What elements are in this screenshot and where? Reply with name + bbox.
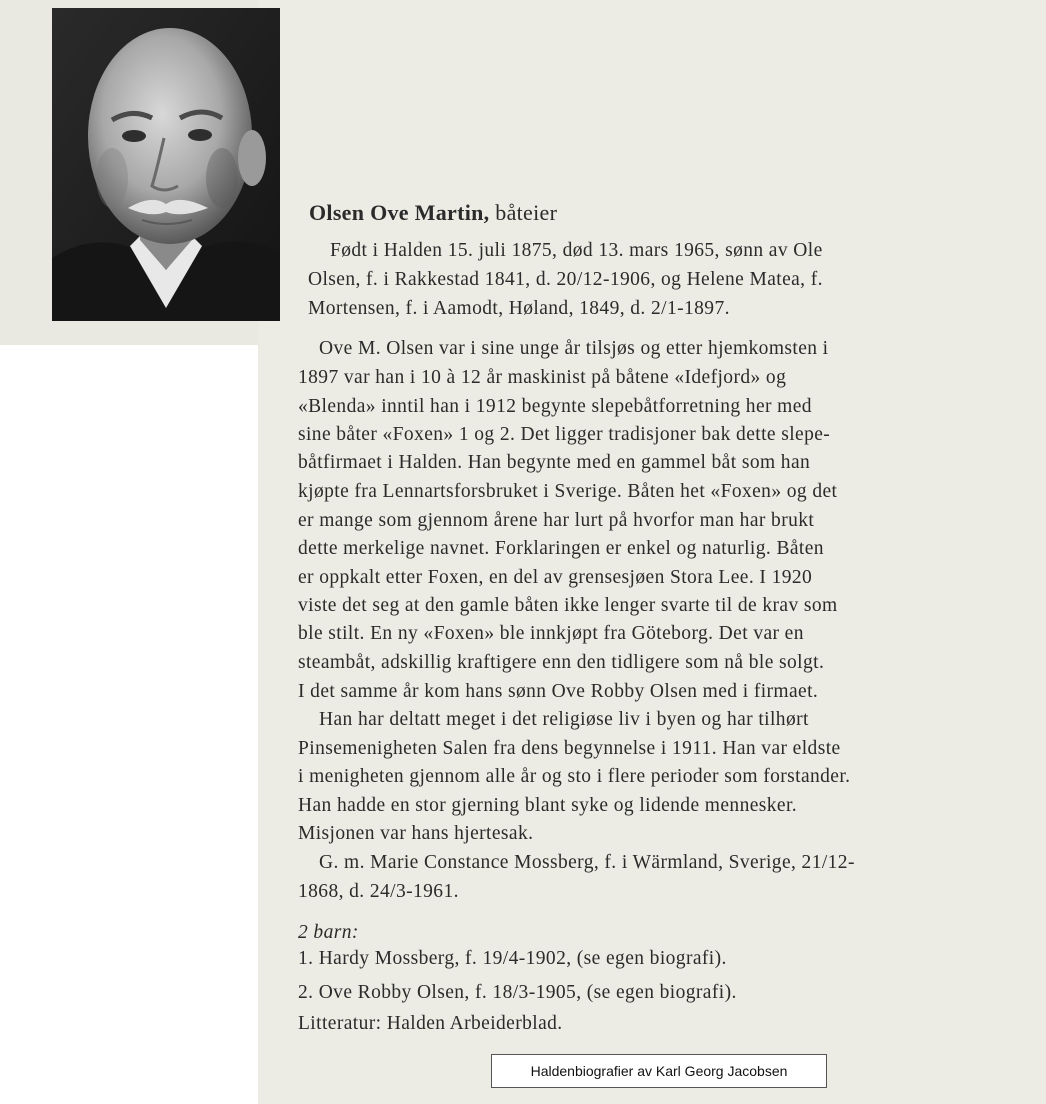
career-line-5: båtfirmaet i Halden. Han begynte med en gammel båt som han xyxy=(298,452,811,473)
religion-line-5: Misjonen var hans hjertesak. xyxy=(298,823,534,844)
career-line-8: dette merkelige navnet. Forklaringen er enkel og naturlig. Båten xyxy=(298,538,824,559)
marriage-line-2: 1868, d. 24/3-1961. xyxy=(298,881,459,902)
entry-heading xyxy=(309,200,557,226)
birth-line-2: Olsen, f. i Rakkestad 1841, d. 20/12-1906, og Helene Matea, f. xyxy=(308,269,823,290)
child-item-2: 2. Ove Robby Olsen, f. 18/3-1905, (se egen biografi). xyxy=(298,982,737,1003)
literature-note: Litteratur: Halden Arbeiderblad. xyxy=(298,1013,563,1034)
career-line-6: kjøpte fra Lennartsforsbruket i Sverige. Båten het «Foxen» og det xyxy=(298,481,838,502)
career-line-11: ble stilt. En ny «Foxen» ble innkjøpt fra Göteborg. Det var en xyxy=(298,623,804,644)
portrait-photo xyxy=(52,8,280,321)
career-line-12: steambåt, adskillig kraftigere enn den tidligere som nå ble solgt. xyxy=(298,652,825,673)
career-line-1: Ove M. Olsen var i sine unge år tilsjøs og etter hjemkomsten i xyxy=(319,338,829,359)
child-item-1: 1. Hardy Mossberg, f. 19/4-1902, (se egen biografi). xyxy=(298,948,727,969)
portrait-illustration xyxy=(52,8,280,321)
birth-line-1: Født i Halden 15. juli 1875, død 13. mars 1965, sønn av Ole xyxy=(330,240,823,261)
career-line-13: I det samme år kom hans sønn Ove Robby Olsen med i firmaet. xyxy=(298,681,819,702)
religion-line-3: i menigheten gjennom alle år og sto i flere perioder som forstander. xyxy=(298,766,851,787)
career-line-7: er mange som gjennom årene har lurt på hvorfor man har brukt xyxy=(298,510,815,531)
career-line-10: viste det seg at den gamle båten ikke lenger svarte til de krav som xyxy=(298,595,838,616)
marriage-line-1: G. m. Marie Constance Mossberg, f. i Wärmland, Sverige, 21/12- xyxy=(319,852,855,873)
career-line-4: sine båter «Foxen» 1 og 2. Det ligger tradisjoner bak dette slepe- xyxy=(298,424,831,445)
religion-line-2: Pinsemenigheten Salen fra dens begynnelse i 1911. Han var eldste xyxy=(298,738,841,759)
credit-label xyxy=(491,1054,827,1088)
career-line-2: 1897 var han i 10 à 12 år maskinist på båtene «Idefjord» og xyxy=(298,367,787,388)
career-line-3: «Blenda» inntil han i 1912 begynte slepebåtforretning her med xyxy=(298,396,812,417)
religion-line-4: Han hadde en stor gjerning blant syke og lidende mennesker. xyxy=(298,795,798,816)
religion-line-1: Han har deltatt meget i det religiøse liv i byen og har tilhørt xyxy=(319,709,809,730)
career-line-9: er oppkalt etter Foxen, en del av grensesjøen Stora Lee. I 1920 xyxy=(298,567,813,588)
birth-line-3: Mortensen, f. i Aamodt, Høland, 1849, d. 2/1-1897. xyxy=(308,298,730,319)
entry-occupation: båteier xyxy=(489,200,558,225)
entry-name: Olsen Ove Martin, xyxy=(309,200,490,225)
children-heading: 2 barn: xyxy=(298,922,359,943)
credit-text: Haldenbiografier av Karl Georg Jacobsen xyxy=(530,1063,788,1079)
